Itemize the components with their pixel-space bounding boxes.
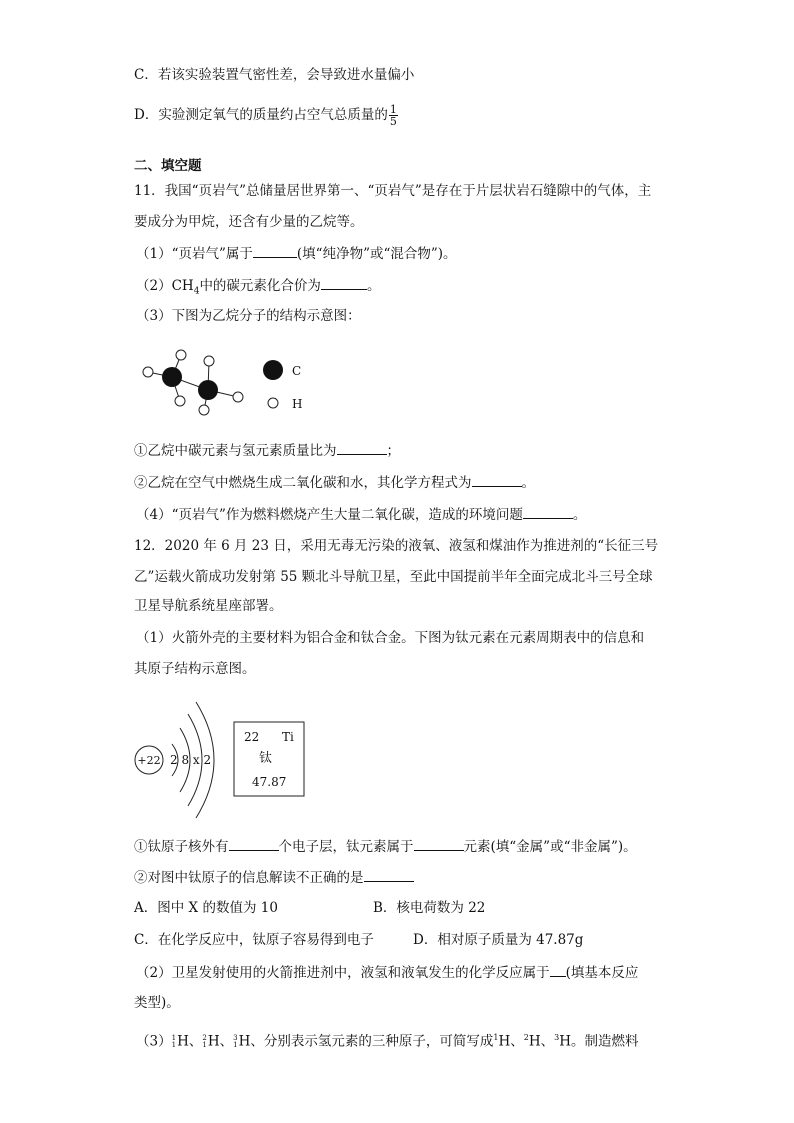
atomic-mass: 47.87 [252,775,287,789]
isotope-notation: 2 1 [202,1034,207,1049]
q12-sub2: ②对图中钛原子的信息解读不正确的是 [134,868,414,887]
titanium-atom-structure-diagram [126,696,316,822]
fraction-one-fifth: $\frac{1}{5}$ [389,103,397,128]
q12-sub1: ①钛原子核外有 个电子层，钛元素属于 元素(填“金属”或“非金属”)。 [134,839,637,855]
q12-part2-line2: 类型)。 [134,995,180,1011]
hydrogen-atom [204,356,214,366]
answer-blank[interactable] [414,837,464,851]
q12-option-c: C．在化学反应中，钛原子容易得到电子 [134,932,374,948]
legend-hydrogen-atom [268,398,278,408]
q12-stem-line1: 12．2020 年 6 月 23 日，采用无毒无污染的液氧、液氢和煤油作为推进剂的“长征三号 [134,538,659,554]
option-d [134,104,398,127]
hydrogen-atom [175,396,185,406]
q11-stem-line1: 11．我国“页岩气”总储量居世界第一、“页岩气”是存在于片层状岩石缝隙中的气体，主 [134,183,652,199]
nucleus-charge: +22 [137,754,161,767]
answer-blank[interactable] [550,963,566,977]
electron-shell-counts: 2 8 x 2 [170,753,212,767]
isotope-notation: 1 1 [171,1034,177,1049]
legend-carbon-label: C [292,364,302,378]
isotope-notation: 3 1 [233,1034,238,1049]
hydrogen-atom [176,350,186,360]
hydrogen-atom [233,392,243,402]
q12-part2-line1: （2）卫星发射使用的火箭推进剂中，液氢和液氧发生的化学反应属于 (填基本反应 [136,965,639,981]
atomic-number: 22 [244,730,260,744]
answer-blank[interactable] [229,837,279,851]
q12-part3: （3） 1 1 H、 2 1 H、 3 1 H、分别表示氢元素的三种原子，可简写成$^1$H、$^2$H、$^3$H。制造燃料 [136,1033,639,1050]
option-d-text: D．实验测定氧气的质量约占空气总质量的 [134,107,388,123]
section-title: 二、填空题 [134,158,202,174]
q11-part4: （4）“页岩气”作为燃料燃烧产生大量二氧化碳，造成的环境问题 。 [136,507,587,523]
q11-part2: $(2)CH_4$中的碳元素化合价为 。 [136,278,381,297]
answer-blank[interactable] [321,276,367,290]
q11-part1: （1）“页岩气”属于 (填“纯净物”或“混合物”)。 [136,246,457,262]
ethane-molecule-diagram [136,344,316,420]
q11-sub1: ①乙烷中碳元素与氢元素质量比为 ； [134,443,400,459]
answer-blank[interactable] [523,505,573,519]
answer-blank[interactable] [472,473,522,487]
q12-stem-line2: 乙”运载火箭成功发射第 55 颗北斗导航卫星，至此中国提前半年全面完成北斗三号全球 [134,569,653,585]
answer-blank[interactable] [364,868,414,882]
hydrogen-atom [199,405,209,415]
q11-sub2: ②乙烷在空气中燃烧生成二氧化碳和水，其化学方程式为 。 [134,475,535,491]
q11-part3: （3）下图为乙烷分子的结构示意图： [136,308,361,324]
element-symbol: Ti [282,730,294,744]
carbon-atom [198,380,218,400]
q11-stem-line2: 要成分为甲烷，还含有少量的乙烷等。 [134,214,364,230]
q12-option-d: D．相对原子质量为 47.87g [413,932,584,948]
q12-option-b: B．核电荷数为 22 [373,900,486,916]
hydrogen-atom [143,367,153,377]
answer-blank[interactable] [337,441,387,455]
q12-part1-line1: （1）火箭外壳的主要材料为铝合金和钛合金。下图为钛元素在元素周期表中的信息和 [136,630,645,646]
q12-option-a: A．图中 X 的数值为 10 [134,900,278,916]
element-name: 钛 [259,751,273,766]
legend-carbon-atom [263,360,283,380]
answer-blank[interactable] [253,244,297,258]
legend-hydrogen-label: H [292,397,303,411]
q12-stem-line3: 卫星导航系统星座部署。 [134,598,283,614]
q12-part1-line2: 其原子结构示意图。 [134,661,256,677]
option-c: C．若该实验装置气密性差，会导致进水量偏小 [134,67,415,83]
carbon-atom [162,367,182,387]
